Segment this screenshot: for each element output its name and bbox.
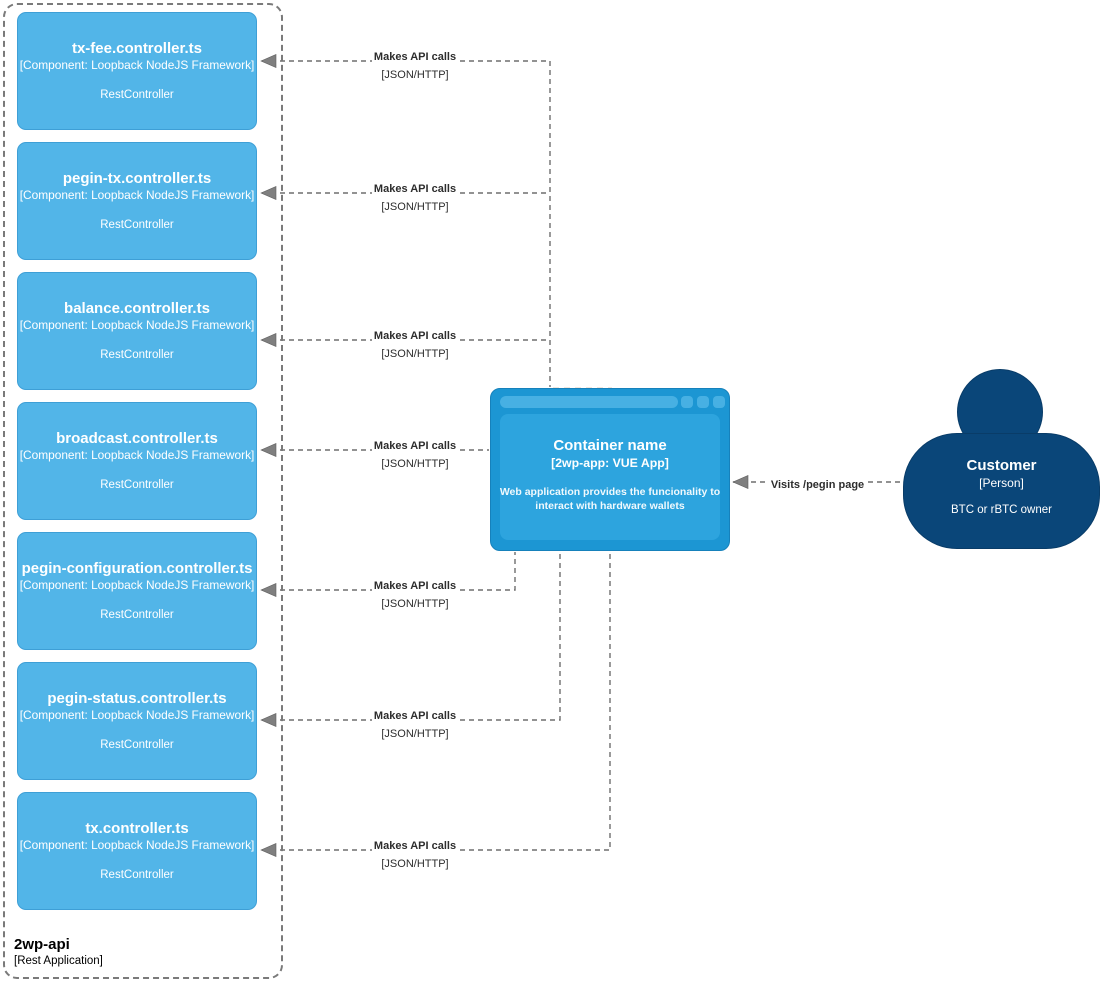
component-description: RestController [100, 609, 174, 621]
component-title: pegin-configuration.controller.ts [21, 560, 253, 577]
component-description: RestController [100, 479, 174, 491]
edge-label-tech: [JSON/HTTP] [381, 348, 449, 360]
component-tx-controller [17, 792, 257, 910]
boundary-label [14, 935, 103, 969]
component-tech: [Component: Loopback NodeJS Framework] [19, 838, 255, 852]
edge-label-text: Makes API calls [373, 840, 457, 852]
container-title: Container name [553, 437, 667, 454]
edge-label-peginconfig [335, 576, 495, 612]
edge-label-pegintx [335, 179, 495, 215]
component-broadcast-controller [17, 402, 257, 520]
edge-label-text: Makes API calls [373, 51, 457, 63]
component-title: balance.controller.ts [64, 300, 210, 317]
edge-label-broadcast [335, 436, 495, 472]
component-pegin-status-controller [17, 662, 257, 780]
component-balance-controller [17, 272, 257, 390]
component-title: tx-fee.controller.ts [71, 40, 203, 57]
person-customer [903, 433, 1100, 549]
component-tx-fee-controller [17, 12, 257, 130]
component-description: RestController [100, 739, 174, 751]
component-description: RestController [100, 89, 174, 101]
edge-label-tech: [JSON/HTTP] [381, 69, 449, 81]
edge-label-text: Makes API calls [373, 440, 457, 452]
container-panel [500, 414, 720, 540]
container-tech: [2wp-app: VUE App] [551, 456, 669, 470]
edge-label-text: Makes API calls [373, 710, 457, 722]
person-description: BTC or rBTC owner [951, 504, 1052, 516]
component-title: pegin-status.controller.ts [47, 690, 227, 707]
component-tech: [Component: Loopback NodeJS Framework] [19, 58, 255, 72]
edge-label-tech: [JSON/HTTP] [381, 728, 449, 740]
edge-label-tech: [JSON/HTTP] [381, 858, 449, 870]
component-description: RestController [100, 349, 174, 361]
container-description: Web application provides the funcionality to interact with hardware wallets [499, 486, 721, 512]
component-title: pegin-tx.controller.ts [62, 170, 212, 187]
boundary-type: [Rest Application] [14, 955, 103, 967]
edge-label-visits [745, 475, 890, 493]
component-tech: [Component: Loopback NodeJS Framework] [19, 708, 255, 722]
edge-label-text: Visits /pegin page [768, 479, 867, 492]
edge-label-peginstatus [335, 706, 495, 742]
edge-label-text: Makes API calls [373, 580, 457, 592]
edge-label-tech: [JSON/HTTP] [381, 598, 449, 610]
container-2wp-app [490, 388, 730, 551]
edge-label-text: Makes API calls [373, 330, 457, 342]
edge-label-tech: [JSON/HTTP] [381, 201, 449, 213]
component-tech: [Component: Loopback NodeJS Framework] [19, 448, 255, 462]
component-tech: [Component: Loopback NodeJS Framework] [19, 188, 255, 202]
component-tech: [Component: Loopback NodeJS Framework] [19, 318, 255, 332]
browser-address-bar [500, 396, 678, 408]
person-type: [Person] [979, 476, 1024, 490]
component-title: tx.controller.ts [85, 820, 189, 837]
component-tech: [Component: Loopback NodeJS Framework] [19, 578, 255, 592]
component-pegin-configuration-controller [17, 532, 257, 650]
component-title: broadcast.controller.ts [56, 430, 218, 447]
browser-button-icon [697, 396, 709, 408]
edge-label-tech: [JSON/HTTP] [381, 458, 449, 470]
edge-label-txfee [335, 47, 495, 83]
component-pegin-tx-controller [17, 142, 257, 260]
component-description: RestController [100, 219, 174, 231]
edge-label-tx [335, 836, 495, 872]
boundary-name: 2wp-api [14, 936, 70, 953]
edge-label-text: Makes API calls [373, 183, 457, 195]
browser-button-icon [681, 396, 693, 408]
browser-button-icon [713, 396, 725, 408]
edge-label-balance [335, 326, 495, 362]
person-name: Customer [966, 457, 1037, 474]
component-description: RestController [100, 869, 174, 881]
